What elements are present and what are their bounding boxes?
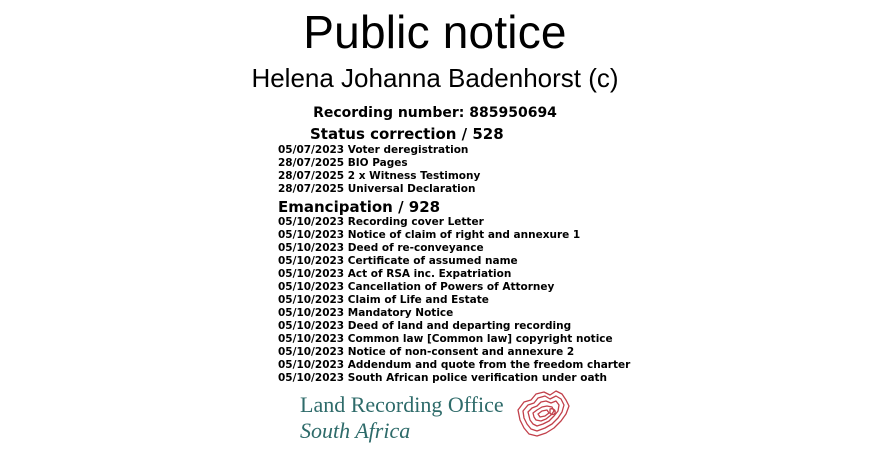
list-item: 28/07/2025 2 x Witness Testimony (278, 170, 481, 182)
logo-line-2: South Africa (300, 418, 411, 443)
list-item: 28/07/2025 Universal Declaration (278, 183, 476, 195)
status-correction-heading: Status correction / 528 (310, 125, 504, 143)
emancipation-heading: Emancipation / 928 (278, 198, 441, 216)
notice-title: Public notice (303, 6, 567, 58)
south-africa-map-icon (514, 388, 572, 440)
list-item: 05/10/2023 Addendum and quote from the freedom charter (278, 359, 631, 371)
list-item: 05/10/2023 Cancellation of Powers of Attorney (278, 281, 555, 293)
list-item: 05/10/2023 Claim of Life and Estate (278, 294, 489, 306)
list-item: 05/10/2023 Common law [Common law] copyright notice (278, 333, 613, 345)
list-item: 05/10/2023 Deed of re-conveyance (278, 242, 484, 254)
emancipation-list (278, 216, 630, 385)
list-item: 05/10/2023 Notice of claim of right and annexure 1 (278, 229, 581, 241)
list-item: 05/07/2023 Voter deregistration (278, 144, 469, 156)
list-item: 05/10/2023 Act of RSA inc. Expatriation (278, 268, 512, 280)
status-correction-list (278, 144, 480, 196)
list-item: 05/10/2023 Deed of land and departing recording (278, 320, 572, 332)
list-item: 28/07/2025 BIO Pages (278, 157, 408, 169)
list-item: 05/10/2023 Notice of non-consent and annexure 2 (278, 346, 575, 358)
land-recording-office-logo (300, 392, 580, 448)
notice-name: Helena Johanna Badenhorst (c) (251, 63, 619, 93)
list-item: 05/10/2023 South African police verification under oath (278, 372, 608, 384)
list-item: 05/10/2023 Recording cover Letter (278, 216, 484, 228)
list-item: 05/10/2023 Mandatory Notice (278, 307, 454, 319)
recording-number: Recording number: 885950694 (313, 105, 557, 121)
logo-line-1: Land Recording Office (300, 392, 504, 417)
list-item: 05/10/2023 Certificate of assumed name (278, 255, 518, 267)
